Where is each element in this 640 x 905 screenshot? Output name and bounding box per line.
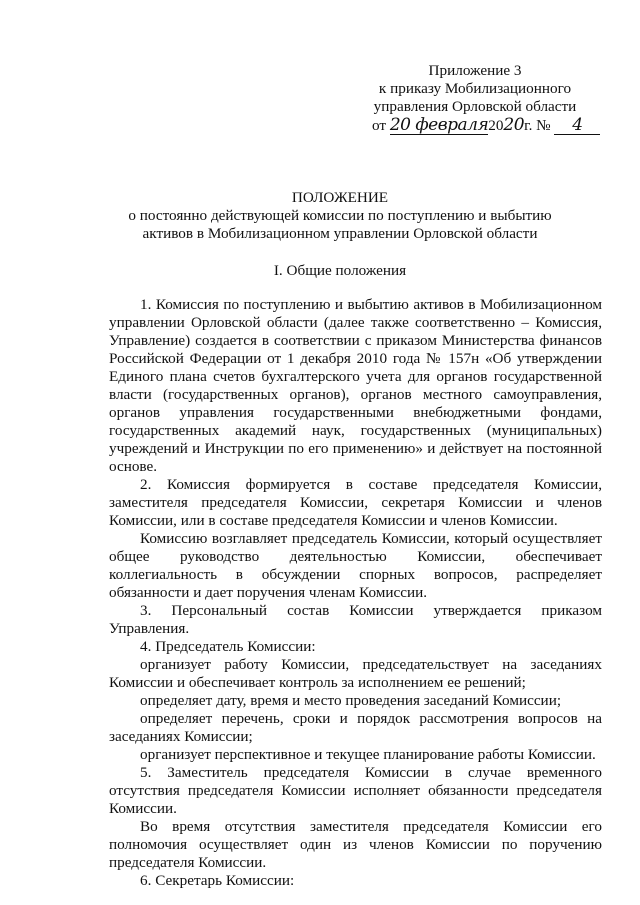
- title-subtitle-line: активов в Мобилизационном управлении Орловской области: [142, 225, 538, 242]
- appendix-block: [360, 62, 590, 116]
- order-date-line: [372, 116, 600, 135]
- handwritten-number: 4: [554, 117, 600, 135]
- paragraph: 4. Председатель Комиссии:: [140, 638, 316, 655]
- title-heading: ПОЛОЖЕНИЕ: [291, 189, 389, 206]
- paragraph: определяет перечень, сроки и порядок рассмотрения вопросов на заседаниях Комиссии;: [109, 710, 602, 745]
- year-prefix: 20: [488, 117, 504, 134]
- paragraph: 2. Комиссия формируется в составе председателя Комиссии, заместителя председателя Комиссии, секретаря Комиссии и членов Комиссии, или в составе председателя Комиссии и членов Комиссии.: [109, 476, 602, 529]
- paragraph: организует перспективное и текущее планирование работы Комиссии.: [140, 746, 596, 763]
- date-prefix: от: [372, 117, 387, 134]
- document-body: [109, 296, 602, 890]
- handwritten-year: 20: [503, 115, 525, 135]
- paragraph: 3. Персональный состав Комиссии утверждается приказом Управления.: [109, 602, 602, 637]
- section-heading: I. Общие положения: [273, 262, 407, 279]
- document-title: [100, 189, 580, 243]
- appendix-line: Приложение 3: [428, 62, 522, 79]
- paragraph: организует работу Комиссии, председательствует на заседаниях Комиссии и обеспечивает контроль за исполнением ее решений;: [109, 656, 602, 691]
- appendix-line: к приказу Мобилизационного: [378, 80, 572, 97]
- year-suffix: г. №: [524, 117, 551, 134]
- paragraph: Комиссию возглавляет председатель Комиссии, который осуществляет общее руководство деятельностью Комиссии, обеспечивает коллегиальность в обсуждении спорных вопросов, распределяет обязанности и дает поручения членам Комиссии.: [109, 530, 602, 601]
- handwritten-date: 20 февраля: [389, 115, 489, 135]
- title-subtitle-line: о постоянно действующей комиссии по поступлению и выбытию: [128, 207, 552, 224]
- paragraph: определяет дату, время и место проведения заседаний Комиссии;: [140, 692, 562, 709]
- paragraph: 5. Заместитель председателя Комиссии в случае временного отсутствия председателя Комиссии исполняет обязанности председателя Комиссии.: [109, 764, 602, 817]
- paragraph: 1. Комиссия по поступлению и выбытию активов в Мобилизационном управлении Орловской области (далее также соответственно – Комиссия, Управление) создается в соответствии с приказом Министерства финансов Российской Федерации от 1 декабря 2010 года № 157н «Об утверждении Единого плана счетов бухгалтерского учета для органов государственной власти (государственных органов), органов местного самоуправления, органов управления государственными внебюджетными фондами, государственных академий наук, государственных (муниципальных) учреждений и Инструкции по его применению» и действует на постоянной основе.: [109, 296, 602, 475]
- paragraph: Во время отсутствия заместителя председателя Комиссии его полномочия осуществляет один из членов Комиссии по поручению председателя Комиссии.: [109, 818, 602, 871]
- paragraph: 6. Секретарь Комиссии:: [140, 872, 295, 889]
- appendix-line: управления Орловской области: [373, 98, 577, 115]
